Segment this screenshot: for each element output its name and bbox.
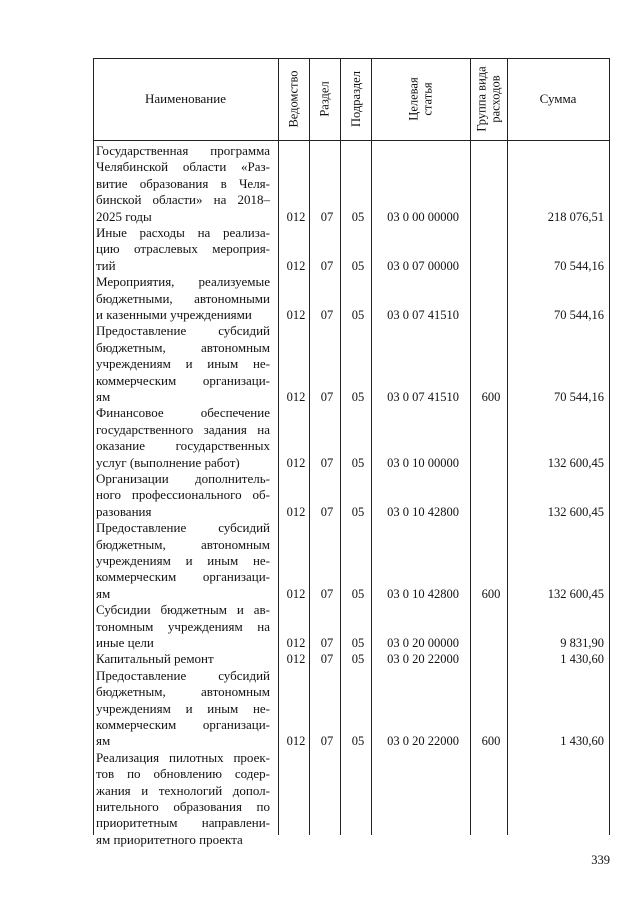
row-name-line: жания и технологий допол- <box>96 782 270 798</box>
row-name-line: Государственная программа <box>96 143 270 158</box>
cell-podrazdel: 05 <box>351 586 365 601</box>
row-name-line: Иные расходы на реализа- <box>96 225 270 240</box>
cell-vedomstvo: 012 <box>286 308 306 322</box>
row-name-line: учреждениям и иным не- <box>96 356 270 372</box>
cell-summa: 1 430,60 <box>560 734 604 749</box>
header-celevaya-line1: Целевая <box>406 77 421 121</box>
cell-summa: 132 600,45 <box>547 455 604 470</box>
header-razdel-cell <box>309 58 340 140</box>
cell-razdel: 07 <box>320 209 334 224</box>
header-summa: Сумма <box>539 90 577 106</box>
cell-razdel: 07 <box>320 390 334 404</box>
cell-celevaya-statya: 03 0 07 41510 <box>387 390 459 404</box>
row-name-line: тий <box>96 257 116 273</box>
row-name-line: тов по обновлению содер- <box>96 766 270 782</box>
column-divider <box>278 58 279 835</box>
row-name-line: Реализация пилотных проек- <box>96 749 270 765</box>
row-name-line: Финансовое обеспечение <box>96 405 270 421</box>
cell-celevaya-statya: 03 0 10 00000 <box>387 455 459 470</box>
row-name-line: коммерческим организаци- <box>96 569 270 585</box>
cell-celevaya-statya: 03 0 20 22000 <box>387 734 459 749</box>
cell-gruppa-rashodov: 600 <box>481 734 501 749</box>
cell-summa: 70 544,16 <box>554 390 604 404</box>
row-name-line: Предоставление субсидий <box>96 667 270 683</box>
row-name-line: витие образования в Челя- <box>96 175 270 191</box>
cell-summa: 1 430,60 <box>560 652 604 667</box>
column-divider <box>340 58 341 835</box>
header-gruppa-line2: расходов <box>488 75 503 123</box>
cell-razdel: 07 <box>320 652 334 667</box>
row-name-line: Предоставление субсидий <box>96 520 270 536</box>
cell-summa: 9 831,90 <box>560 636 604 650</box>
cell-gruppa-rashodov: 600 <box>481 390 501 404</box>
header-celevaya-line2: статья <box>420 82 435 116</box>
cell-podrazdel: 05 <box>351 504 365 519</box>
row-name-line: нительного образования по <box>96 799 270 814</box>
header-divider <box>93 140 609 141</box>
row-name-line: Организации дополнитель- <box>96 471 270 486</box>
cell-summa: 132 600,45 <box>547 586 604 601</box>
cell-vedomstvo: 012 <box>286 390 306 404</box>
row-name-line: ям <box>96 585 111 601</box>
cell-vedomstvo: 012 <box>286 209 306 224</box>
row-name-line: ям приоритетного проекта <box>96 831 243 847</box>
header-gruppa-cell <box>470 58 507 140</box>
row-name-line: учреждениям и иным не- <box>96 700 270 716</box>
row-name-line: Предоставление субсидий <box>96 323 270 339</box>
header-razdel: Раздел <box>317 81 332 117</box>
row-name-line: ям <box>96 389 111 404</box>
cell-summa: 70 544,16 <box>554 258 604 273</box>
cell-summa: 218 076,51 <box>547 209 604 224</box>
row-name-line: бюджетными, автономными <box>96 290 270 306</box>
cell-podrazdel: 05 <box>351 636 365 650</box>
column-divider <box>470 58 471 835</box>
header-podrazdel-cell <box>340 58 371 140</box>
cell-razdel: 07 <box>320 308 334 322</box>
row-name-line: услуг (выполнение работ) <box>96 454 240 470</box>
cell-podrazdel: 05 <box>351 390 365 404</box>
header-podrazdel: Подраздел <box>348 71 363 127</box>
cell-summa: 132 600,45 <box>547 504 604 519</box>
header-gruppa <box>475 66 503 131</box>
cell-vedomstvo: 012 <box>286 636 306 650</box>
row-name-line: тономным учреждениям на <box>96 618 270 634</box>
cell-vedomstvo: 012 <box>286 455 306 470</box>
cell-razdel: 07 <box>320 636 334 650</box>
row-name-line: государственного задания на <box>96 421 270 437</box>
row-name-line: коммерческим организаци- <box>96 717 270 732</box>
column-divider <box>371 58 372 835</box>
header-celevaya-cell <box>371 58 470 140</box>
cell-gruppa-rashodov: 600 <box>481 586 501 601</box>
column-divider <box>507 58 508 835</box>
row-name-line: и казенными учреждениями <box>96 307 252 322</box>
cell-razdel: 07 <box>320 455 334 470</box>
row-name-line: коммерческим организаци- <box>96 372 270 388</box>
header-vedomstvo: Ведомство <box>286 70 301 128</box>
header-celevaya <box>407 77 435 120</box>
page-number: 339 <box>591 853 610 867</box>
row-name-line: приоритетным направлени- <box>96 815 270 831</box>
header-gruppa-line1: Группа вида <box>474 66 489 132</box>
cell-podrazdel: 05 <box>351 258 365 273</box>
cell-vedomstvo: 012 <box>286 504 306 519</box>
row-name-line: Капитальный ремонт <box>96 651 214 667</box>
cell-vedomstvo: 012 <box>286 258 306 273</box>
cell-celevaya-statya: 03 0 10 42800 <box>387 504 459 519</box>
cell-razdel: 07 <box>320 504 334 519</box>
row-name-line: разования <box>96 503 152 519</box>
table-border-left <box>93 58 94 835</box>
row-name-line: бюджетным, автономным <box>96 536 270 552</box>
cell-podrazdel: 05 <box>351 455 365 470</box>
cell-celevaya-statya: 03 0 20 00000 <box>387 636 459 650</box>
row-name-line: бинской области» на 2018– <box>96 192 270 208</box>
table-border-right <box>609 58 610 835</box>
row-name-line: учреждениям и иным не- <box>96 553 270 568</box>
cell-razdel: 07 <box>320 734 334 749</box>
cell-razdel: 07 <box>320 586 334 601</box>
row-name-line: иные цели <box>96 635 154 650</box>
cell-vedomstvo: 012 <box>286 652 306 667</box>
cell-podrazdel: 05 <box>351 652 365 667</box>
cell-celevaya-statya: 03 0 00 00000 <box>387 209 459 224</box>
row-name-line: Челябинской области «Раз- <box>96 159 270 175</box>
row-name-line: ям <box>96 733 111 749</box>
row-name-line: Субсидии бюджетным и ав- <box>96 602 270 618</box>
cell-podrazdel: 05 <box>351 308 365 322</box>
cell-celevaya-statya: 03 0 10 42800 <box>387 586 459 601</box>
cell-celevaya-statya: 03 0 07 00000 <box>387 258 459 273</box>
header-name-cell <box>93 58 278 140</box>
cell-vedomstvo: 012 <box>286 734 306 749</box>
row-name-line: 2025 годы <box>96 208 152 224</box>
cell-summa: 70 544,16 <box>554 308 604 322</box>
cell-celevaya-statya: 03 0 20 22000 <box>387 652 459 667</box>
cell-celevaya-statya: 03 0 07 41510 <box>387 308 459 322</box>
cell-razdel: 07 <box>320 258 334 273</box>
row-name-line: бюджетным, автономным <box>96 684 270 700</box>
header-name: Наименование <box>145 90 226 106</box>
row-name-line: Мероприятия, реализуемые <box>96 274 270 290</box>
column-divider <box>309 58 310 835</box>
header-vedomstvo-cell <box>278 58 309 140</box>
row-name-line: бюджетным, автономным <box>96 339 270 355</box>
cell-vedomstvo: 012 <box>286 586 306 601</box>
row-name-line: оказание государственных <box>96 438 270 454</box>
row-name-line: цию отраслевых мероприя- <box>96 241 270 257</box>
cell-podrazdel: 05 <box>351 209 365 224</box>
cell-podrazdel: 05 <box>351 734 365 749</box>
row-name-line: ного профессионального об- <box>96 487 270 503</box>
header-summa-cell <box>507 58 609 140</box>
